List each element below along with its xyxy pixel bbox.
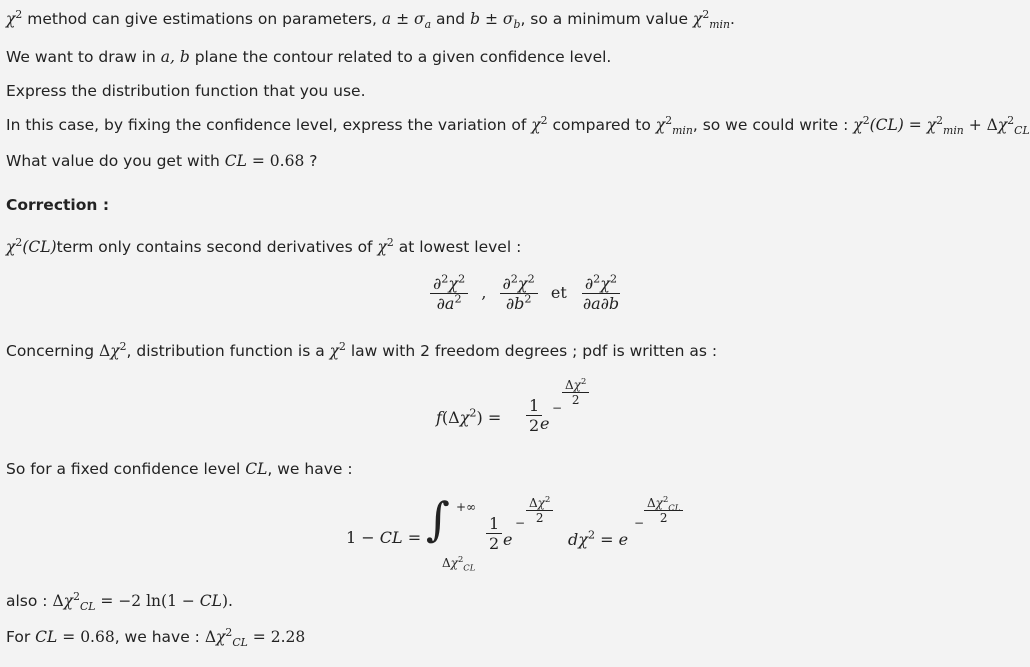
pdf-equation: $f(\Delta\chi^2)$ = $\frac{1}{2}$ e − $\frac{\Delta\chi^2}{2}$ <box>436 378 596 442</box>
problem-line-1: $\chi^2$ method can give estimations on parameters, $a \pm \sigma_a$ and $b \pm \sigma_b$, so a minimum value $\chi^2_{min}$. <box>6 7 735 32</box>
final-line: For CL = 0.68, we have : $\Delta\chi^2_{CL} = 2.28$ <box>6 625 306 650</box>
correction-heading: Correction : <box>6 196 110 214</box>
correction-line-2: Concerning $\Delta\chi^2$, distribution function is a $\chi^2$ law with 2 freedom degrees ; pdf is written as : <box>6 339 718 360</box>
integral-equation: 1 − CL = ∫ +∞ $\Delta\chi^2_{CL}$ $\frac{1}{2}$ e − $\frac{\Delta\chi^2}{2}$ $d\chi^2 = e$ − $\frac{\Delta\chi^2_{CL}}{2}$ <box>346 494 696 580</box>
second-derivatives-equation: $\frac{\partial^2\chi^2}{\partial a^2}$ , $\frac{\partial^2\chi^2}{\partial b^2}$ et $\frac{\partial^2\chi^2}{\partial a\partial b}$ <box>428 274 624 313</box>
also-line: also : $\Delta\chi^2_{CL} = -2$ ln(1 − CL). <box>6 589 233 614</box>
correction-line-1: $\chi^2(CL)term$ only contains second derivatives of $\chi^2$ at lowest level : <box>6 235 522 256</box>
correction-line-3: So for a fixed confidence level CL, we have : <box>6 460 353 478</box>
problem-line-3: Express the distribution function that you use. <box>6 82 366 100</box>
problem-line-2: We want to draw in a, b plane the contour related to a given confidence level. <box>6 48 612 66</box>
problem-line-5: What value do you get with CL = 0.68 ? <box>6 152 318 170</box>
problem-line-4: In this case, by fixing the confidence level, express the variation of $\chi^2$ compared to $\chi^2_{min}$, so we could write : $\chi^2(CL) = \chi^2_{min} + \Delta\chi^2_{CL}$ <box>6 113 1030 138</box>
